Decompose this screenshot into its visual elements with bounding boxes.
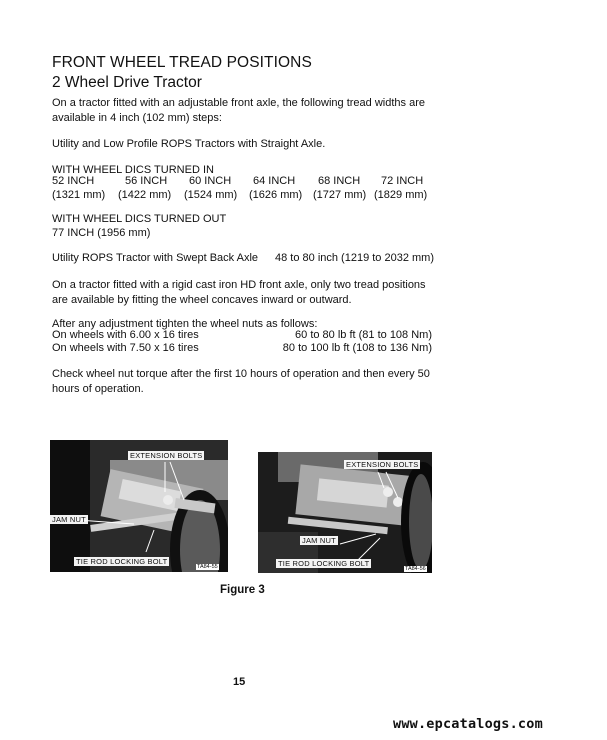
- dics-in-heading: WITH WHEEL DICS TURNED IN: [52, 164, 214, 176]
- torque-label: On wheels with 6.00 x 16 tires: [52, 329, 199, 341]
- hd-line-1: On a tractor fitted with a rigid cast iron HD front axle, only two tread positions: [52, 279, 426, 291]
- tread-mm: (1727 mm): [313, 189, 367, 201]
- adjust-intro: After any adjustment tighten the wheel nuts as follows:: [52, 318, 318, 330]
- tread-mm: (1626 mm): [249, 189, 303, 201]
- photo-code-right: TA84-56: [405, 566, 426, 572]
- check-line-2: hours of operation.: [52, 383, 144, 395]
- intro-line-2: available in 4 inch (102 mm) steps:: [52, 112, 222, 124]
- page-number: 15: [233, 676, 246, 688]
- utility-low-text: Utility and Low Profile ROPS Tractors with Straight Axle.: [52, 138, 326, 150]
- jam-nut-label-right: JAM NUT: [302, 536, 336, 545]
- page-title: FRONT WHEEL TREAD POSITIONS: [52, 54, 312, 71]
- torque-value: 80 to 100 lb ft (108 to 136 Nm): [282, 342, 432, 354]
- swept-label: Utility ROPS Tractor with Swept Back Axle: [52, 252, 259, 264]
- tread-mm: (1829 mm): [374, 189, 428, 201]
- photo-right-illustration: [258, 452, 432, 573]
- jam-nut-label-left: JAM NUT: [52, 515, 86, 524]
- tie-rod-label-right: TIE ROD LOCKING BOLT: [278, 559, 370, 568]
- torque-label: On wheels with 7.50 x 16 tires: [52, 342, 199, 354]
- tread-inch: 56 INCH: [125, 175, 168, 187]
- tread-inch: 72 INCH: [381, 175, 424, 187]
- torque-value: 60 to 80 lb ft (81 to 108 Nm): [295, 329, 432, 341]
- extension-bolts-label-right: EXTENSION BOLTS: [346, 460, 419, 469]
- tread-inch: 64 INCH: [253, 175, 296, 187]
- tie-rod-label-left: TIE ROD LOCKING BOLT: [76, 557, 168, 566]
- tread-inch: 68 INCH: [318, 175, 361, 187]
- tread-mm: (1321 mm): [52, 189, 106, 201]
- figure-caption: Figure 3: [220, 584, 265, 596]
- extension-bolts-label-left: EXTENSION BOLTS: [130, 451, 203, 460]
- front-axle-photo-left: [50, 440, 228, 572]
- tread-mm: (1422 mm): [118, 189, 172, 201]
- dics-out-heading: WITH WHEEL DICS TURNED OUT: [52, 213, 227, 225]
- page-subtitle: 2 Wheel Drive Tractor: [52, 74, 202, 91]
- hd-line-2: are available by fitting the wheel concaves inward or outward.: [52, 294, 352, 306]
- tread-mm: (1524 mm): [184, 189, 238, 201]
- watermark: www.epcatalogs.com: [393, 716, 543, 732]
- dics-out-value: 77 INCH (1956 mm): [52, 227, 151, 239]
- tread-inch: 60 INCH: [189, 175, 232, 187]
- check-line-1: Check wheel nut torque after the first 10 hours of operation and then every 50: [52, 368, 430, 380]
- photo-code-left: TA84-55: [197, 564, 218, 570]
- front-axle-photo-right: [258, 452, 432, 573]
- swept-value: 48 to 80 inch (1219 to 2032 mm): [275, 252, 434, 264]
- intro-paragraph: [52, 96, 425, 126]
- intro-line-1: On a tractor fitted with an adjustable front axle, the following tread widths are: [52, 97, 425, 109]
- hd-axle-paragraph: [52, 278, 426, 308]
- check-paragraph: [52, 367, 430, 397]
- tread-inch: 52 INCH: [52, 175, 95, 187]
